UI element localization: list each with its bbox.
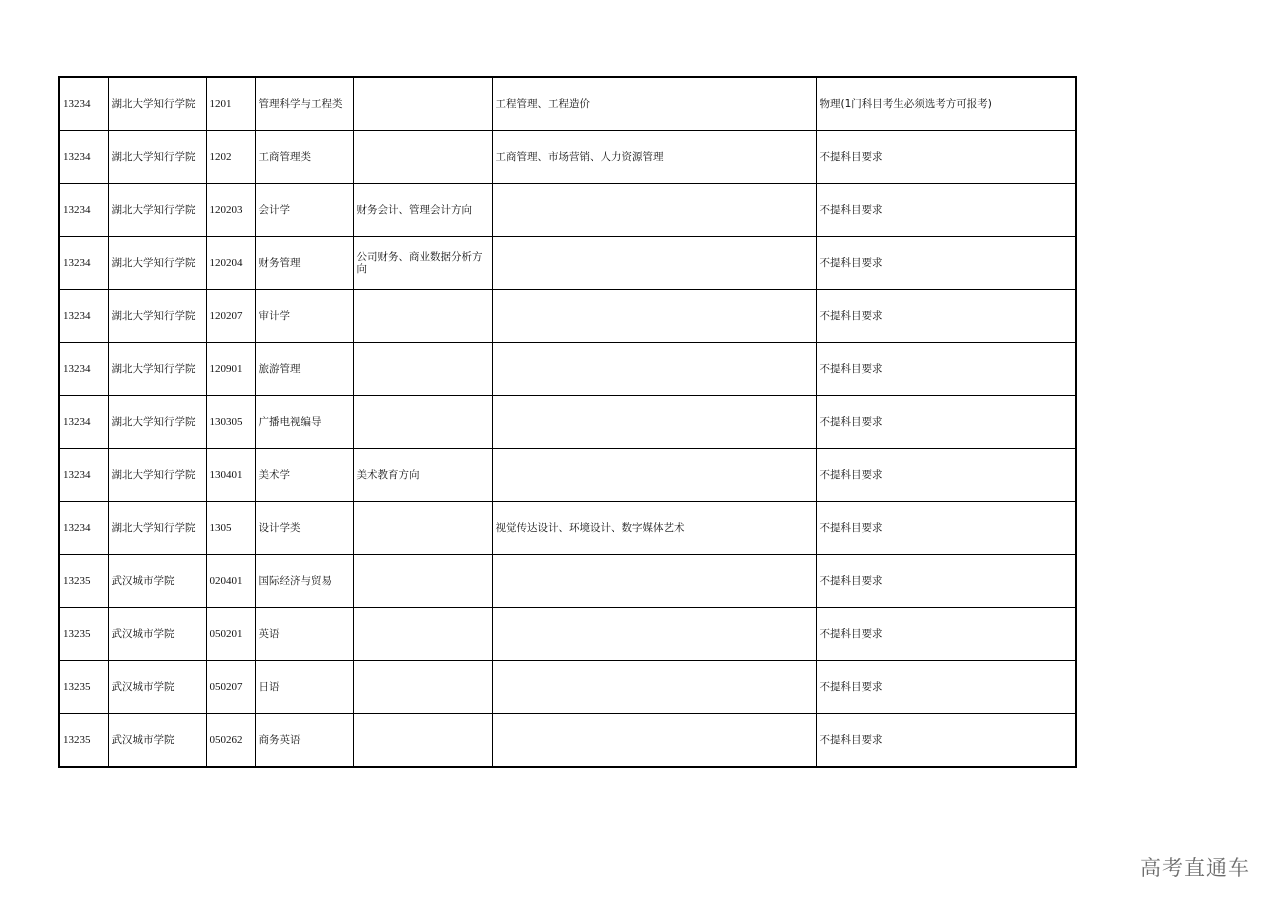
cell-major-code: 120901 xyxy=(206,343,255,396)
cell-school-name: 武汉城市学院 xyxy=(108,555,206,608)
table-row xyxy=(59,714,1076,768)
cell-major-name: 审计学 xyxy=(255,290,353,343)
cell-major-name: 美术学 xyxy=(255,449,353,502)
cell-included-majors xyxy=(492,396,816,449)
cell-direction xyxy=(353,608,492,661)
cell-subject-requirement: 不提科目要求 xyxy=(816,237,1076,290)
cell-included-majors xyxy=(492,608,816,661)
table-row xyxy=(59,502,1076,555)
cell-subject-requirement: 不提科目要求 xyxy=(816,714,1076,768)
cell-direction xyxy=(353,343,492,396)
table-row xyxy=(59,290,1076,343)
cell-direction: 公司财务、商业数据分析方向 xyxy=(353,237,492,290)
cell-major-name: 国际经济与贸易 xyxy=(255,555,353,608)
cell-school-name: 湖北大学知行学院 xyxy=(108,396,206,449)
cell-school-name: 湖北大学知行学院 xyxy=(108,290,206,343)
cell-school-name: 湖北大学知行学院 xyxy=(108,449,206,502)
cell-major-code: 050262 xyxy=(206,714,255,768)
cell-direction xyxy=(353,77,492,131)
cell-direction: 美术教育方向 xyxy=(353,449,492,502)
cell-school-code: 13234 xyxy=(59,396,108,449)
cell-major-name: 广播电视编导 xyxy=(255,396,353,449)
cell-school-name: 武汉城市学院 xyxy=(108,661,206,714)
table-row xyxy=(59,661,1076,714)
cell-subject-requirement: 不提科目要求 xyxy=(816,555,1076,608)
cell-included-majors: 工商管理、市场营销、人力资源管理 xyxy=(492,131,816,184)
cell-school-code: 13234 xyxy=(59,237,108,290)
cell-included-majors xyxy=(492,449,816,502)
watermark-text: 高考直通车 xyxy=(1140,856,1250,880)
cell-school-code: 13234 xyxy=(59,343,108,396)
cell-school-code: 13234 xyxy=(59,184,108,237)
admission-table xyxy=(58,76,1077,768)
cell-major-name: 日语 xyxy=(255,661,353,714)
cell-subject-requirement: 不提科目要求 xyxy=(816,449,1076,502)
cell-major-name: 工商管理类 xyxy=(255,131,353,184)
cell-major-code: 1201 xyxy=(206,77,255,131)
cell-direction: 财务会计、管理会计方向 xyxy=(353,184,492,237)
cell-direction xyxy=(353,131,492,184)
cell-school-name: 湖北大学知行学院 xyxy=(108,237,206,290)
cell-major-code: 1202 xyxy=(206,131,255,184)
cell-major-code: 120203 xyxy=(206,184,255,237)
table-row xyxy=(59,396,1076,449)
cell-subject-requirement: 不提科目要求 xyxy=(816,608,1076,661)
cell-school-code: 13234 xyxy=(59,502,108,555)
table-row xyxy=(59,343,1076,396)
cell-subject-requirement: 不提科目要求 xyxy=(816,290,1076,343)
cell-school-name: 湖北大学知行学院 xyxy=(108,502,206,555)
cell-school-name: 武汉城市学院 xyxy=(108,608,206,661)
cell-major-name: 会计学 xyxy=(255,184,353,237)
cell-subject-requirement: 不提科目要求 xyxy=(816,502,1076,555)
cell-school-code: 13234 xyxy=(59,131,108,184)
cell-included-majors: 工程管理、工程造价 xyxy=(492,77,816,131)
cell-included-majors xyxy=(492,290,816,343)
cell-school-code: 13234 xyxy=(59,77,108,131)
cell-direction xyxy=(353,661,492,714)
cell-included-majors xyxy=(492,237,816,290)
table-row xyxy=(59,237,1076,290)
cell-direction xyxy=(353,396,492,449)
cell-included-majors xyxy=(492,184,816,237)
cell-major-name: 设计学类 xyxy=(255,502,353,555)
cell-school-code: 13234 xyxy=(59,290,108,343)
cell-major-name: 旅游管理 xyxy=(255,343,353,396)
cell-major-name: 管理科学与工程类 xyxy=(255,77,353,131)
cell-major-code: 130305 xyxy=(206,396,255,449)
cell-major-name: 商务英语 xyxy=(255,714,353,768)
table-row xyxy=(59,184,1076,237)
cell-school-code: 13234 xyxy=(59,449,108,502)
table-row xyxy=(59,131,1076,184)
cell-school-code: 13235 xyxy=(59,714,108,768)
cell-subject-requirement: 不提科目要求 xyxy=(816,396,1076,449)
cell-subject-requirement: 不提科目要求 xyxy=(816,661,1076,714)
table-row xyxy=(59,449,1076,502)
cell-school-name: 湖北大学知行学院 xyxy=(108,77,206,131)
cell-included-majors: 视觉传达设计、环境设计、数字媒体艺术 xyxy=(492,502,816,555)
cell-subject-requirement: 不提科目要求 xyxy=(816,343,1076,396)
cell-major-code: 050201 xyxy=(206,608,255,661)
cell-school-name: 湖北大学知行学院 xyxy=(108,184,206,237)
cell-subject-requirement: 不提科目要求 xyxy=(816,131,1076,184)
cell-direction xyxy=(353,502,492,555)
cell-major-code: 120204 xyxy=(206,237,255,290)
cell-subject-requirement: 物理(1门科目考生必须选考方可报考) xyxy=(816,77,1076,131)
cell-school-code: 13235 xyxy=(59,608,108,661)
cell-major-code: 050207 xyxy=(206,661,255,714)
table-row xyxy=(59,77,1076,131)
cell-direction xyxy=(353,714,492,768)
cell-major-code: 020401 xyxy=(206,555,255,608)
cell-included-majors xyxy=(492,343,816,396)
cell-school-name: 湖北大学知行学院 xyxy=(108,343,206,396)
cell-school-code: 13235 xyxy=(59,661,108,714)
cell-included-majors xyxy=(492,714,816,768)
cell-subject-requirement: 不提科目要求 xyxy=(816,184,1076,237)
cell-major-name: 财务管理 xyxy=(255,237,353,290)
cell-school-code: 13235 xyxy=(59,555,108,608)
cell-major-name: 英语 xyxy=(255,608,353,661)
table-body xyxy=(59,77,1076,767)
cell-school-name: 湖北大学知行学院 xyxy=(108,131,206,184)
cell-major-code: 130401 xyxy=(206,449,255,502)
cell-included-majors xyxy=(492,555,816,608)
cell-direction xyxy=(353,555,492,608)
cell-major-code: 1305 xyxy=(206,502,255,555)
cell-included-majors xyxy=(492,661,816,714)
cell-direction xyxy=(353,290,492,343)
cell-major-code: 120207 xyxy=(206,290,255,343)
table-row xyxy=(59,555,1076,608)
table-row xyxy=(59,608,1076,661)
cell-school-name: 武汉城市学院 xyxy=(108,714,206,768)
